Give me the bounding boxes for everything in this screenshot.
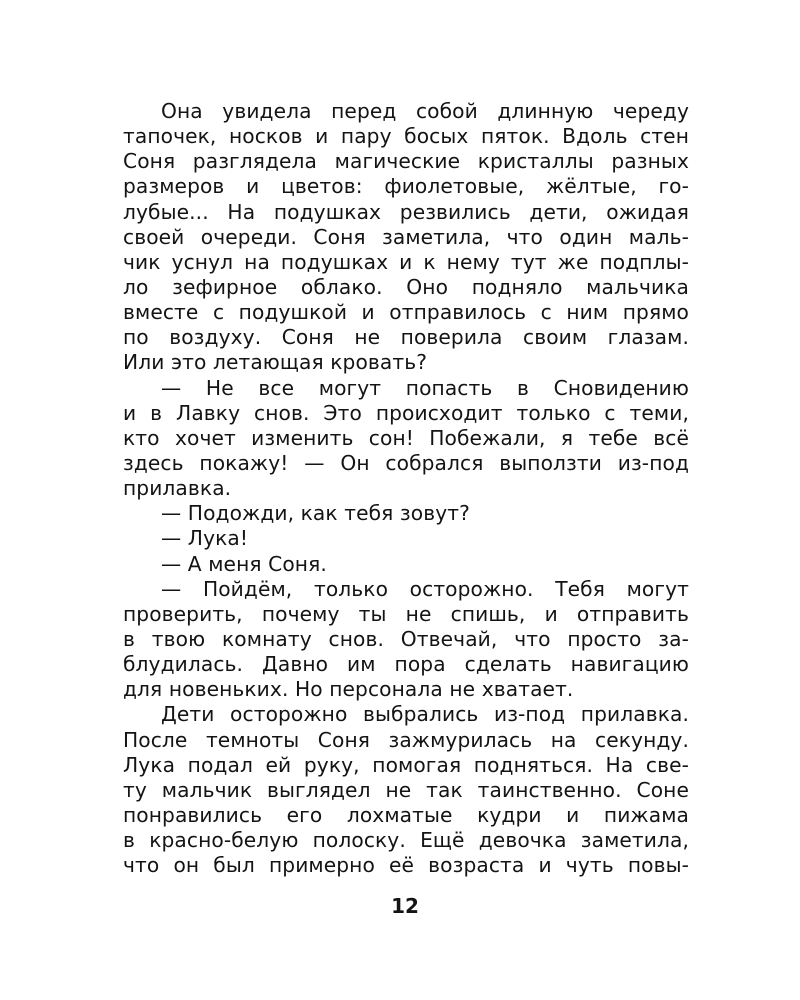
text-line: — А меня Соня. <box>161 551 327 576</box>
text-line: Она увидела перед собой длинную череду <box>161 99 689 123</box>
paragraph <box>123 501 689 526</box>
text-line: прилавка. <box>123 476 232 501</box>
text-line: Или это летающая кровать? <box>123 350 428 375</box>
text-line: в твою комнату снов. Отвечай, что просто за- <box>123 626 689 651</box>
text-line: Дети осторожно выбрались из-под прилавка. <box>161 702 689 727</box>
text-line: в красно-белую полоску. Ещё девочка заметила, <box>123 828 689 853</box>
text-line: размеров и цветов: фиолетовые, жёлтые, го- <box>123 174 689 199</box>
text-line: Соня разглядела магические кристаллы разных <box>123 149 689 174</box>
paragraph <box>123 577 689 703</box>
body-text <box>123 99 689 878</box>
text-line: тапочек, носков и пару босых пяток. Вдоль стен <box>123 124 689 149</box>
paragraph <box>123 702 689 878</box>
text-line: Лука подал ей руку, помогая подняться. На све- <box>123 752 689 777</box>
text-line: понравились его лохматые кудри и пижама <box>123 802 689 827</box>
text-line: здесь покажу! — Он собрался выползти из-под <box>123 450 689 475</box>
page-number: 12 <box>391 894 419 918</box>
text-line: После темноты Соня зажмурилась на секунду. <box>123 727 689 752</box>
text-line: проверить, почему ты не спишь, и отправить <box>123 601 689 626</box>
text-line: — Подожди, как тебя зовут? <box>161 501 470 526</box>
text-line: ло зефирное облако. Оно подняло мальчика <box>123 274 689 299</box>
text-line: что он был примерно её возраста и чуть повы- <box>123 853 689 878</box>
paragraph <box>123 99 689 376</box>
text-line: по воздуху. Соня не поверила своим глазам. <box>123 325 689 350</box>
text-line: чик уснул на подушках и к нему тут же подплы- <box>123 249 689 274</box>
text-line: кто хочет изменить сон! Побежали, я тебе всё <box>123 425 689 450</box>
text-line: своей очереди. Соня заметила, что один маль- <box>123 224 689 249</box>
paragraph <box>123 526 689 551</box>
text-line: вместе с подушкой и отправилось с ним прямо <box>123 300 689 325</box>
text-line: для новеньких. Но персонала не хватает. <box>123 677 574 702</box>
paragraph <box>123 552 689 577</box>
paragraph <box>123 376 689 502</box>
text-line: лубые... На подушках резвились дети, ожидая <box>123 199 689 224</box>
text-line: — Не все могут попасть в Сновидению <box>161 375 689 400</box>
text-line: блудилась. Давно им пора сделать навигацию <box>123 652 689 677</box>
text-line: — Лука! <box>161 526 249 551</box>
text-line: ту мальчик выглядел не так таинственно. Соне <box>123 777 689 802</box>
text-line: — Пойдём, только осторожно. Тебя могут <box>161 576 689 601</box>
text-line: и в Лавку снов. Это происходит только с теми, <box>123 400 689 425</box>
